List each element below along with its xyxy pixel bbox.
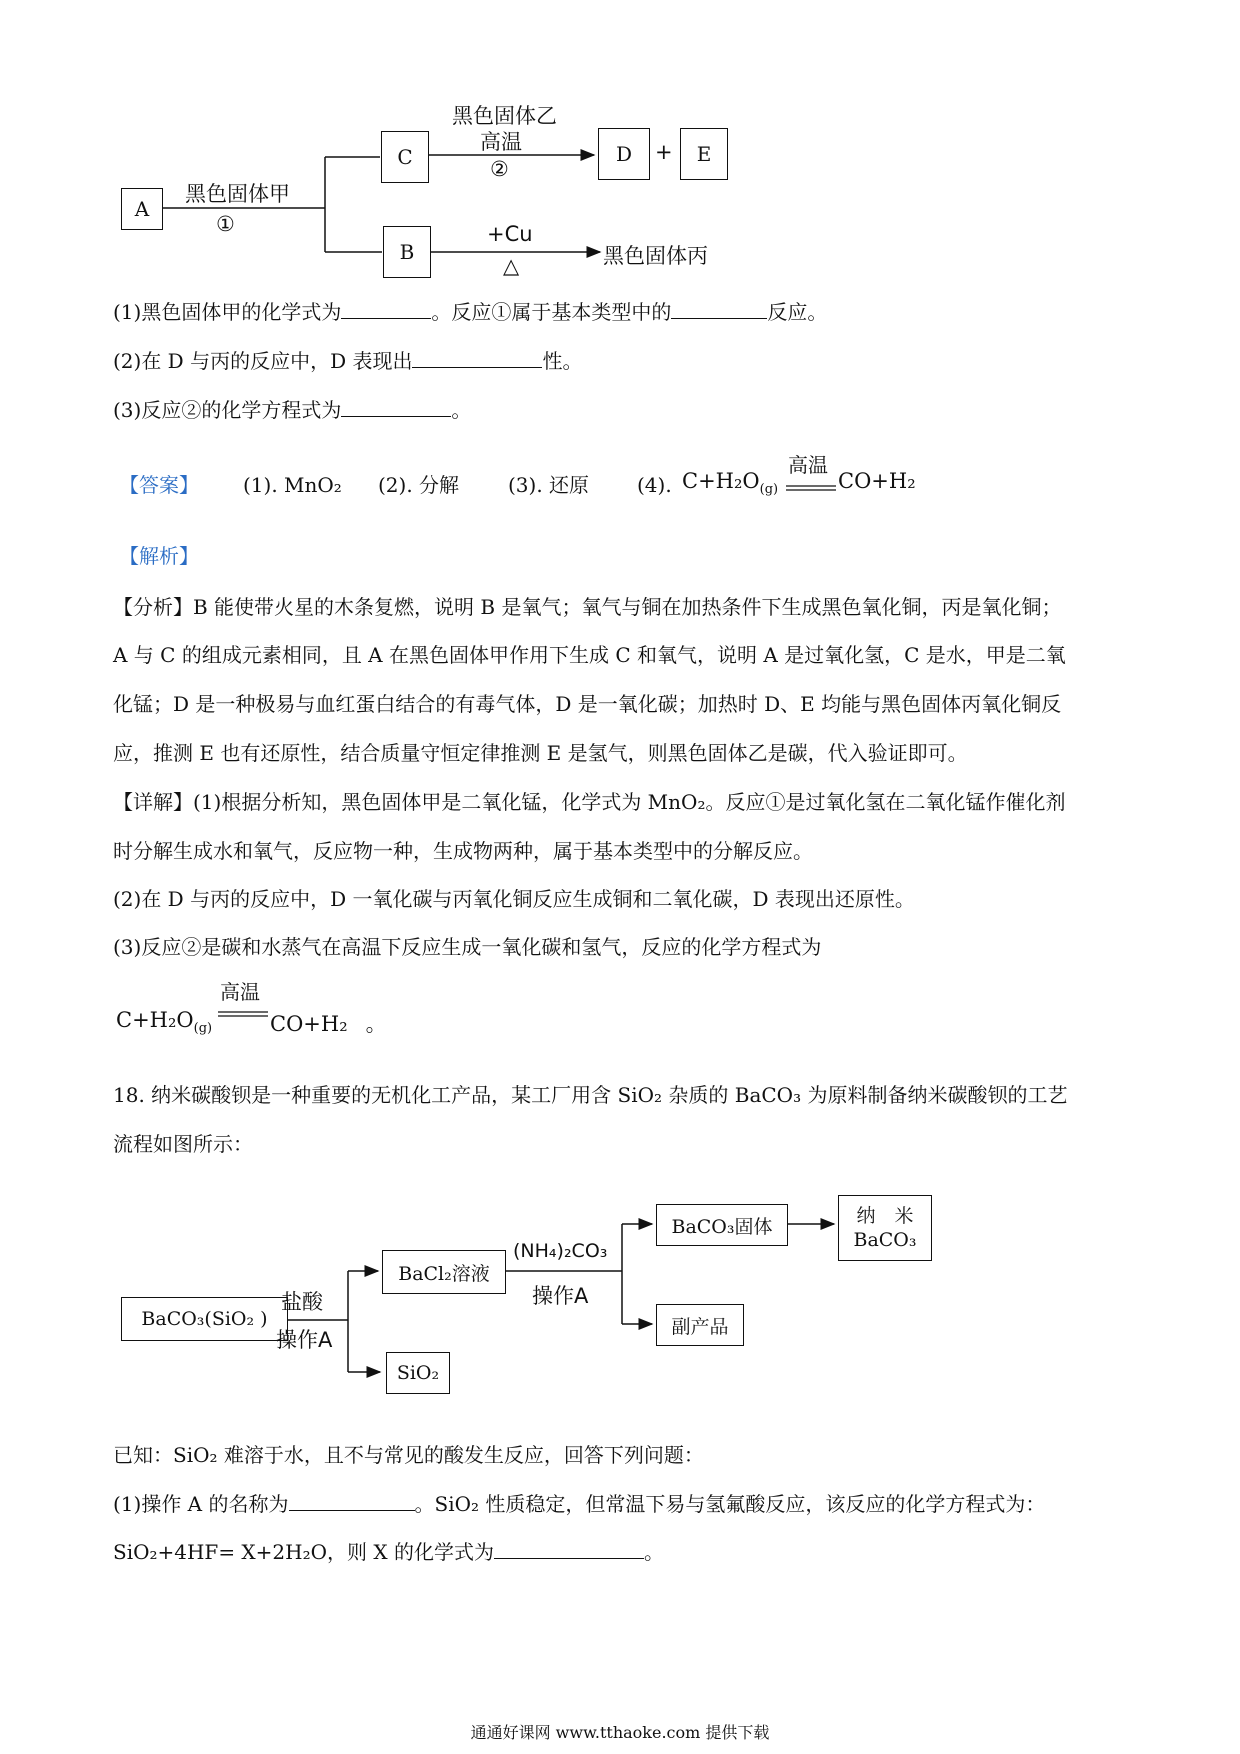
analysis-label: 【解析】 [119,544,199,568]
blank[interactable] [289,1490,415,1511]
op-a-2: 操作A [532,1284,589,1308]
blank[interactable] [671,298,767,319]
q18-1b: SiO₂+4HF= X+2H₂O，则 X 的化学式为 。 [113,1540,664,1564]
box-nano-baco3: 纳 米 BaCO₃ [838,1195,932,1261]
reagent-jia-label: 黑色固体甲 [185,182,290,206]
answer-label: 【答案】 [119,473,199,497]
blank[interactable] [412,347,542,368]
box-a: A [121,188,163,230]
analysis-line: (2)在 D 与丙的反应中，D 一氧化碳与丙氧化铜反应生成铜和二氧化碳，D 表现出还原性。 [113,887,915,911]
answer-2: (2). 分解 [378,473,460,497]
answer-equation-right: CO+H₂ [838,469,916,493]
condition-high-temp: 高温 [480,130,522,154]
box-e: E [680,128,728,180]
q18-intro: 18. 纳米碳酸钡是一种重要的无机化工产品，某工厂用含 SiO₂ 杂质的 BaCO₃ 为原料制备纳米碳酸钡的工艺 [113,1083,1068,1107]
q18-known: 已知：SiO₂ 难溶于水，且不与常见的酸发生反应，回答下列问题： [113,1443,704,1467]
step-1-label: ① [216,212,235,236]
box-baco3-solid: BaCO₃固体 [656,1204,788,1246]
answer-3: (3). 还原 [508,473,590,497]
op-a-1: 操作A [276,1328,333,1352]
blank[interactable] [341,396,451,417]
q17-1: (1)黑色固体甲的化学式为 。反应①属于基本类型中的 反应。 [113,300,828,324]
answer-equation-left: $C+H_2O_{(g)}$ [682,469,779,498]
condition-heat: △ [503,254,520,278]
product-bing-label: 黑色固体丙 [603,244,708,268]
blank[interactable] [341,298,431,319]
footer: 通通好课网 www.tthaoke.com 提供下载 [470,1723,770,1742]
box-baco3-start: BaCO₃(SiO₂ ) [121,1297,288,1341]
analysis-line: A 与 C 的组成元素相同，且 A 在黑色固体甲作用下生成 C 和氧气，说明 A 是过氧化氢，C 是水，甲是二氧 [113,643,1066,667]
analysis-line: 【详解】(1)根据分析知，黑色固体甲是二氧化锰，化学式为 MnO₂。反应①是过氧化氢在二氧化锰作催化剂 [113,790,1066,814]
q18-1a: (1)操作 A 的名称为 。SiO₂ 性质稳定，但常温下易与氢氟酸反应，该反应的化学方程式为： [113,1492,1046,1516]
analysis-equation-left: $C+H_2O_{(g)}$ [116,1008,213,1037]
analysis-equation-condition: 高温 [220,980,260,1004]
box-bacl2: BaCl₂溶液 [382,1250,506,1294]
reagent-hcl: 盐酸 [281,1290,323,1314]
analysis-line: (3)反应②是碳和水蒸气在高温下反应生成一氧化碳和氢气，反应的化学方程式为 [113,935,822,959]
plus-sign: + [655,140,673,164]
reagent-nh4-2-co3: (NH₄)₂CO₃ [513,1240,608,1262]
reagent-yi-label: 黑色固体乙 [452,104,557,128]
reagent-cu-label: +Cu [487,222,533,246]
analysis-line: 应，推测 E 也有还原性，结合质量守恒定律推测 E 是氢气，则黑色固体乙是碳，代入验证即可。 [113,741,968,765]
analysis-line: 【分析】B 能使带火星的木条复燃，说明 B 是氧气；氧气与铜在加热条件下生成黑色氧化铜，丙是氧化铜； [113,595,1062,619]
q18-intro: 流程如图所示： [113,1132,253,1156]
box-c: C [381,131,429,183]
blank[interactable] [494,1538,644,1559]
analysis-line: 时分解生成水和氧气，反应物一种，生成物两种，属于基本类型中的分解反应。 [113,839,813,863]
step-2-label: ② [490,157,509,181]
box-b: B [383,226,431,278]
box-byproduct: 副产品 [656,1304,744,1346]
answer-1: (1). MnO₂ [243,473,342,497]
q17-2: (2)在 D 与丙的反应中，D 表现出 性。 [113,349,583,373]
box-d: D [598,128,650,180]
answer-4: (4). [637,473,672,497]
analysis-equation-right: CO+H₂ 。 [270,1012,387,1036]
answer-equation-condition: 高温 [788,453,828,477]
q17-3: (3)反应②的化学方程式为 。 [113,398,472,422]
box-sio2: SiO₂ [386,1352,450,1394]
analysis-line: 化锰；D 是一种极易与血红蛋白结合的有毒气体，D 是一氧化碳；加热时 D、E 均能与黑色固体丙氧化铜反 [113,692,1062,716]
